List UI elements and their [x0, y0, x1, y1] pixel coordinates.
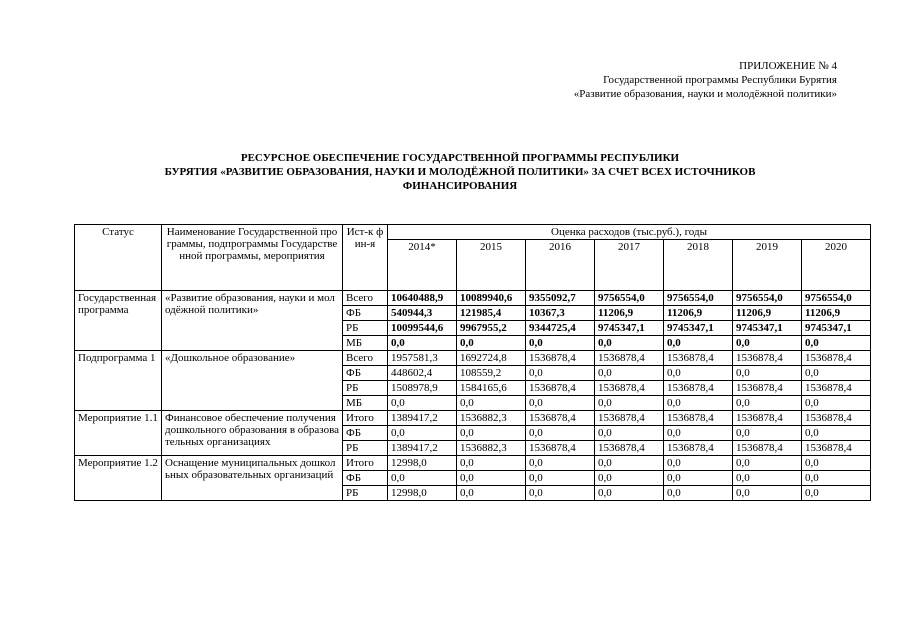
row-source: Всего — [343, 351, 388, 366]
header-year: 2014* — [388, 240, 457, 291]
row-value: 0,0 — [595, 486, 664, 501]
row-value: 9745347,1 — [595, 321, 664, 336]
row-value: 1536878,4 — [595, 351, 664, 366]
header-year: 2015 — [457, 240, 526, 291]
row-value: 11206,9 — [802, 306, 871, 321]
row-name: «Развитие образования, науки и молодёжной политики» — [162, 291, 343, 351]
row-value: 1536878,4 — [802, 441, 871, 456]
row-value: 9967955,2 — [457, 321, 526, 336]
row-value: 0,0 — [664, 396, 733, 411]
table-row — [75, 456, 871, 471]
row-value: 0,0 — [388, 396, 457, 411]
row-value: 121985,4 — [457, 306, 526, 321]
row-source: РБ — [343, 381, 388, 396]
row-value: 9756554,0 — [733, 291, 802, 306]
row-value: 1536878,4 — [595, 441, 664, 456]
row-value: 0,0 — [664, 426, 733, 441]
row-value: 9756554,0 — [802, 291, 871, 306]
table-header-row — [75, 225, 871, 240]
row-value: 0,0 — [802, 471, 871, 486]
row-value: 0,0 — [733, 366, 802, 381]
row-value: 10640488,9 — [388, 291, 457, 306]
row-source: РБ — [343, 486, 388, 501]
row-value: 1536882,3 — [457, 441, 526, 456]
row-value: 10089940,6 — [457, 291, 526, 306]
row-value: 9355092,7 — [526, 291, 595, 306]
row-value: 11206,9 — [733, 306, 802, 321]
row-value: 9756554,0 — [664, 291, 733, 306]
row-value: 1508978,9 — [388, 381, 457, 396]
row-value: 9344725,4 — [526, 321, 595, 336]
row-value: 0,0 — [526, 471, 595, 486]
row-status: Подпрограмма 1 — [75, 351, 162, 411]
row-name: Оснащение муниципальных дошкольных образовательных организаций — [162, 456, 343, 501]
row-value: 0,0 — [388, 426, 457, 441]
row-value: 0,0 — [802, 486, 871, 501]
row-value: 1536882,3 — [457, 411, 526, 426]
title-line-3: ФИНАНСИРОВАНИЯ — [402, 180, 518, 192]
row-value: 1536878,4 — [526, 411, 595, 426]
row-value: 10099544,6 — [388, 321, 457, 336]
row-value: 9756554,0 — [595, 291, 664, 306]
row-source: ФБ — [343, 366, 388, 381]
row-value: 12998,0 — [388, 486, 457, 501]
row-value: 0,0 — [526, 426, 595, 441]
title-line-2: БУРЯТИЯ «РАЗВИТИЕ ОБРАЗОВАНИЯ, НАУКИ И МОЛОДЁЖНОЙ ПОЛИТИКИ» ЗА СЧЕТ ВСЕХ ИСТОЧНИКОВ — [164, 166, 756, 178]
row-value: 1536878,4 — [733, 441, 802, 456]
row-value: 0,0 — [457, 471, 526, 486]
row-value: 1389417,2 — [388, 411, 457, 426]
row-source: Итого — [343, 411, 388, 426]
row-status: Мероприятие 1.1 — [75, 411, 162, 456]
row-value: 0,0 — [388, 336, 457, 351]
row-value: 0,0 — [388, 471, 457, 486]
table-row — [75, 411, 871, 426]
row-source: РБ — [343, 441, 388, 456]
header-estimate: Оценка расходов (тыс.руб.), годы — [388, 225, 871, 240]
row-value: 10367,3 — [526, 306, 595, 321]
row-source: Всего — [343, 291, 388, 306]
row-source: ФБ — [343, 471, 388, 486]
header-status: Статус — [75, 225, 162, 291]
row-value: 0,0 — [733, 396, 802, 411]
row-value: 0,0 — [664, 456, 733, 471]
row-value: 1536878,4 — [802, 381, 871, 396]
row-source: Итого — [343, 456, 388, 471]
row-value: 1536878,4 — [733, 381, 802, 396]
row-value: 1536878,4 — [526, 351, 595, 366]
row-value: 0,0 — [802, 396, 871, 411]
row-value: 1536878,4 — [595, 411, 664, 426]
row-value: 0,0 — [457, 336, 526, 351]
row-value: 9745347,1 — [664, 321, 733, 336]
row-value: 1536878,4 — [526, 381, 595, 396]
header-year: 2017 — [595, 240, 664, 291]
row-value: 0,0 — [595, 366, 664, 381]
row-name: Финансовое обеспечение получения дошкольного образования в образовательных организациях — [162, 411, 343, 456]
row-value: 1536878,4 — [802, 351, 871, 366]
table-row — [75, 351, 871, 366]
row-value: 0,0 — [733, 486, 802, 501]
row-value: 9745347,1 — [733, 321, 802, 336]
row-value: 0,0 — [595, 456, 664, 471]
row-source: РБ — [343, 321, 388, 336]
row-value: 11206,9 — [595, 306, 664, 321]
row-value: 1389417,2 — [388, 441, 457, 456]
row-value: 1536878,4 — [664, 381, 733, 396]
row-value: 0,0 — [595, 426, 664, 441]
row-value: 0,0 — [526, 366, 595, 381]
row-value: 108559,2 — [457, 366, 526, 381]
document-title — [70, 151, 850, 193]
row-value: 1536878,4 — [802, 411, 871, 426]
row-value: 1584165,6 — [457, 381, 526, 396]
row-value: 0,0 — [595, 396, 664, 411]
row-value: 1536878,4 — [733, 411, 802, 426]
row-value: 0,0 — [802, 336, 871, 351]
row-value: 0,0 — [664, 486, 733, 501]
header-year: 2016 — [526, 240, 595, 291]
row-value: 540944,3 — [388, 306, 457, 321]
row-value: 0,0 — [664, 471, 733, 486]
row-value: 0,0 — [526, 486, 595, 501]
appendix-number: ПРИЛОЖЕНИЕ № 4 — [739, 60, 837, 72]
row-value: 0,0 — [733, 426, 802, 441]
appendix-program-name: «Развитие образования, науки и молодёжной политики» — [573, 88, 837, 100]
appendix-program: Государственной программы Республики Бурятия — [603, 74, 837, 86]
row-source: МБ — [343, 336, 388, 351]
row-value: 0,0 — [457, 456, 526, 471]
row-value: 1536878,4 — [526, 441, 595, 456]
row-value: 1536878,4 — [664, 441, 733, 456]
resource-table — [74, 224, 871, 501]
row-value: 1957581,3 — [388, 351, 457, 366]
row-value: 1536878,4 — [733, 351, 802, 366]
row-value: 0,0 — [457, 426, 526, 441]
row-value: 0,0 — [733, 471, 802, 486]
header-year: 2019 — [733, 240, 802, 291]
header-source: Ист-к фин-я — [343, 225, 388, 291]
row-value: 0,0 — [457, 486, 526, 501]
header-year: 2020 — [802, 240, 871, 291]
header-year: 2018 — [664, 240, 733, 291]
row-value: 0,0 — [526, 396, 595, 411]
header-name: Наименование Государственной программы, подпрограммы Государственной программы, мероприятия — [162, 225, 343, 291]
row-value: 1536878,4 — [595, 381, 664, 396]
row-value: 0,0 — [526, 336, 595, 351]
row-value: 9745347,1 — [802, 321, 871, 336]
row-value: 0,0 — [733, 336, 802, 351]
appendix-block — [574, 59, 837, 101]
row-value: 0,0 — [664, 336, 733, 351]
row-value: 0,0 — [595, 471, 664, 486]
row-value: 1692724,8 — [457, 351, 526, 366]
row-source: ФБ — [343, 306, 388, 321]
row-value: 1536878,4 — [664, 411, 733, 426]
row-value: 1536878,4 — [664, 351, 733, 366]
table-row — [75, 291, 871, 306]
row-status: Мероприятие 1.2 — [75, 456, 162, 501]
row-value: 0,0 — [802, 366, 871, 381]
row-value: 0,0 — [733, 456, 802, 471]
row-value: 0,0 — [664, 366, 733, 381]
title-line-1: РЕСУРСНОЕ ОБЕСПЕЧЕНИЕ ГОСУДАРСТВЕННОЙ ПРОГРАММЫ РЕСПУБЛИКИ — [240, 152, 680, 164]
row-value: 12998,0 — [388, 456, 457, 471]
row-value: 11206,9 — [664, 306, 733, 321]
row-value: 0,0 — [526, 456, 595, 471]
row-value: 0,0 — [802, 426, 871, 441]
row-name: «Дошкольное образование» — [162, 351, 343, 411]
row-source: ФБ — [343, 426, 388, 441]
row-value: 0,0 — [595, 336, 664, 351]
row-value: 448602,4 — [388, 366, 457, 381]
table-body — [75, 225, 871, 501]
row-status: Государственная программа — [75, 291, 162, 351]
row-value: 0,0 — [457, 396, 526, 411]
row-value: 0,0 — [802, 456, 871, 471]
row-source: МБ — [343, 396, 388, 411]
